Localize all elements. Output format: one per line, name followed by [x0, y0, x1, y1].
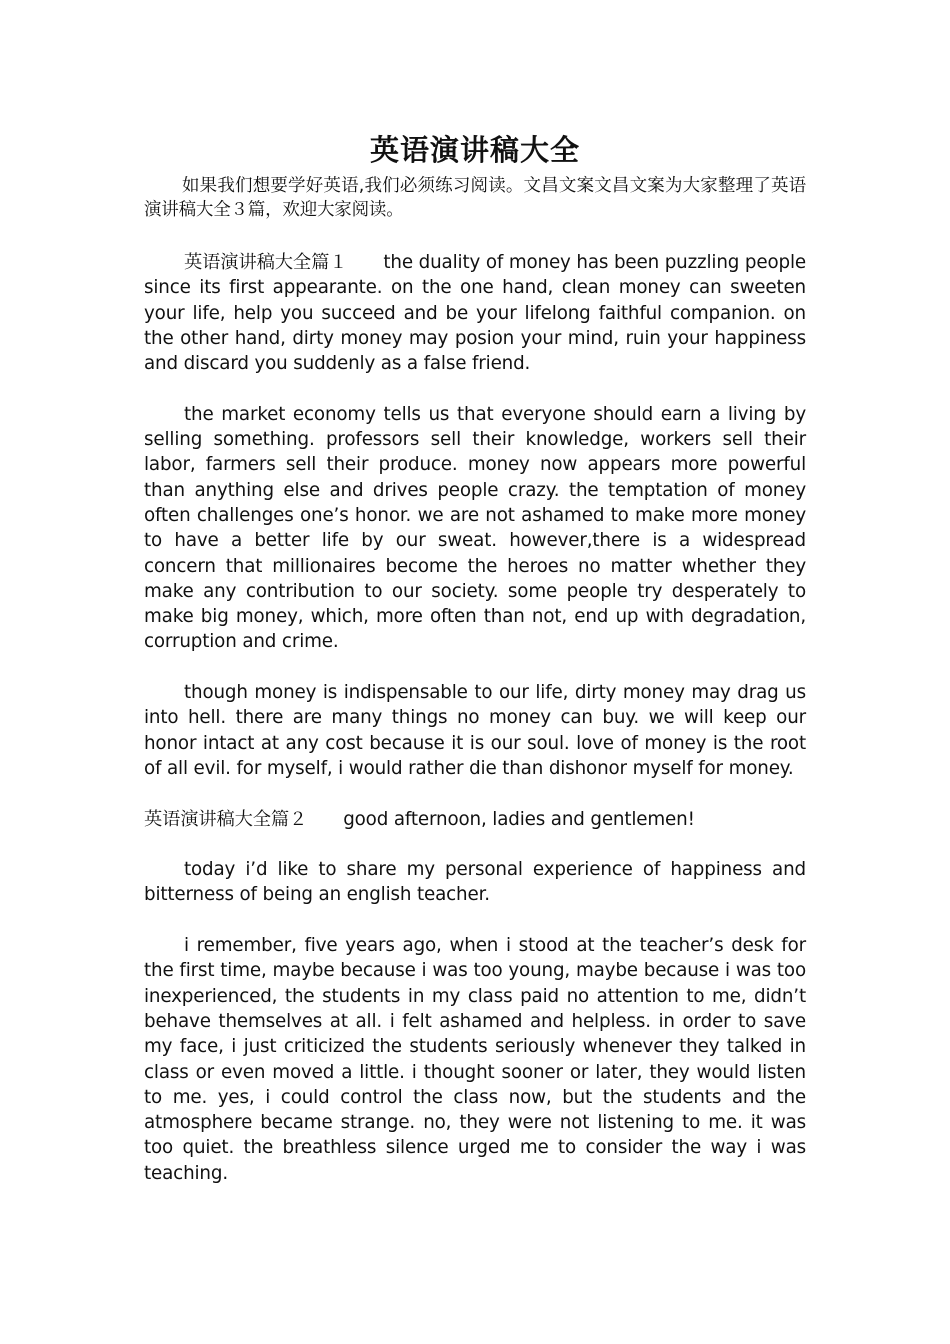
spacer	[144, 376, 806, 401]
section1-paragraph1	[144, 250, 806, 376]
spacer	[144, 222, 806, 250]
document-body	[144, 128, 806, 1186]
intro-paragraph: 如果我们想要学好英语,我们必须练习阅读。文昌文案文昌文案为大家整理了英语演讲稿大全３篇，欢迎大家阅读。	[144, 176, 806, 220]
spacer	[144, 908, 806, 933]
spacer	[144, 655, 806, 680]
spacer	[144, 832, 806, 857]
section1-paragraph2: the market economy tells us that everyone should earn a living by selling something. professors sell their knowledge, workers sell their labor, farmers sell their produce. money now appears more powerful than anything else and drives people crazy. the temptation of money often challenges one’s honor. we are not ashamed to make more money to have a better life by our sweat. however,there is a widespread concern that millionaires become the heroes no matter whether they make any contribution to our society. some people try desperately to make big money, which, more often than not, end up with degradation, corruption and crime.	[144, 403, 806, 653]
section2-first-text: good afternoon, ladies and gentlemen!	[343, 808, 695, 830]
spacer	[144, 781, 806, 806]
section1-heading: 英语演讲稿大全篇１	[184, 252, 348, 273]
section2-paragraph3: i remember, five years ago, when i stood at the teacher’s desk for the first time, maybe because i was too young, maybe because i was too inexperienced, the students in my class paid no attention to me, didn’t behave themselves at all. i felt ashamed and helpless. in order to save my face, i just criticized the students seriously whenever they talked in class or even moved a little. i thought sooner or later, they would listen to me. yes, i could control the class now, but the students and the atmosphere became strange. no, they were not listening to me. it was too quiet. the breathless silence urged me to consider the way i was teaching.	[144, 935, 806, 1184]
section1-first-text: the duality of money has been puzzling people since its first appearante. on the one hand, clean money can sweeten your life, help you succeed and be your lifelong faithful companion. on the other hand, dirty money may posion your mind, ruin your happiness and discard you suddenly as a false friend.	[144, 252, 807, 375]
document-title: 英语演讲稿大全	[369, 133, 580, 167]
section1-paragraph3: though money is indispensable to our life, dirty money may drag us into hell. there are many things no money can buy. we will keep our honor intact at any cost because it is our soul. love of money is the root of all evil. for myself, i would rather die than dishonor myself for money.	[144, 682, 806, 779]
section2-paragraph1	[144, 807, 806, 832]
section2-paragraph2: today i’d like to share my personal experience of happiness and bitterness of being an english teacher.	[144, 859, 806, 906]
section2-heading: 英语演讲稿大全篇２	[144, 808, 308, 830]
